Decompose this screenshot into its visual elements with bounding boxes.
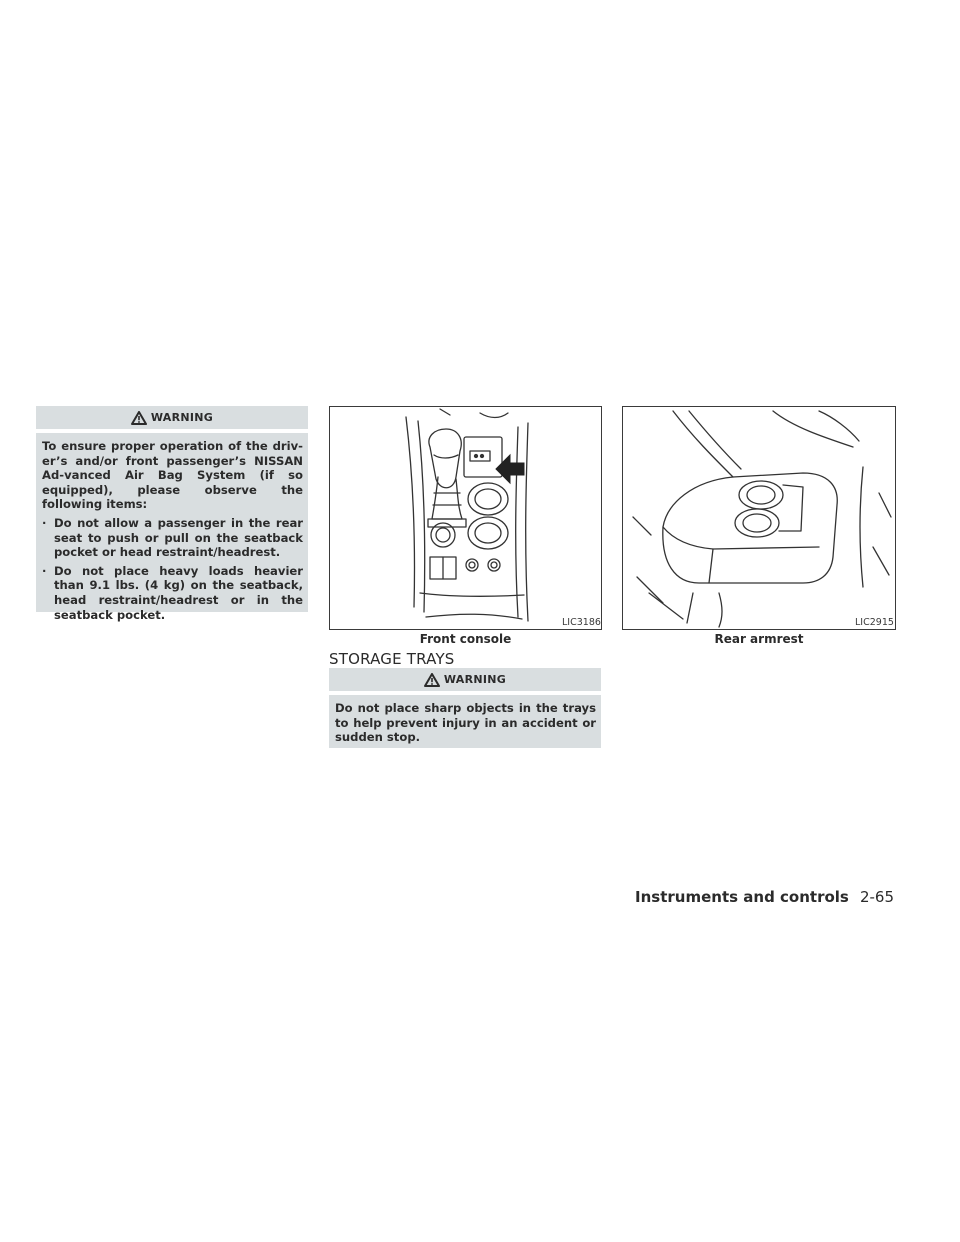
warning-bullet [42, 564, 303, 622]
front-console-illustration [330, 407, 601, 629]
warning-text: Do not place sharp objects in the trays to help prevent injury in an accident or sudden stop. [335, 701, 596, 745]
warning-intro: To ensure proper operation of the driv-er’s and/or front passenger’s NISSAN Ad-vanced Air Bag System (if so equipped), please observe the following items: [42, 439, 303, 512]
warning-heading [329, 668, 601, 691]
warning-triangle-icon [424, 673, 440, 687]
bullet-mark: · [42, 563, 47, 578]
warning-body [329, 695, 601, 753]
warning-body [36, 433, 308, 630]
figure-caption: Front console [419, 632, 512, 646]
figure-code: LIC3186 [562, 617, 601, 628]
warning-heading-text: WARNING [443, 673, 507, 686]
bullet-mark: · [42, 515, 47, 530]
section-title: STORAGE TRAYS [329, 650, 455, 668]
bullet-text: Do not allow a passenger in the rear seat to push or pull on the seatback pocket or head restraint/headrest. [54, 515, 303, 560]
warning-bullet [42, 516, 303, 560]
footer-page-number: 2-65 [859, 888, 894, 906]
bullet-text: Do not place heavy loads heavier than 9.1 lbs. (4 kg) on the seatback, head restraint/headrest or in the seatback pocket. [54, 563, 303, 622]
figure-rear-armrest [622, 406, 896, 630]
figure-code: LIC2915 [855, 617, 894, 628]
pointer-arrow [496, 455, 524, 483]
footer-section-title: Instruments and controls [635, 888, 849, 906]
warning-box-airbag [36, 406, 308, 622]
rear-armrest-illustration [623, 407, 895, 629]
page-footer [600, 887, 894, 906]
warning-heading-text: WARNING [150, 411, 214, 424]
warning-box-storage [329, 668, 601, 748]
warning-triangle-icon [131, 411, 147, 425]
figure-front-console [329, 406, 602, 630]
figure-caption: Rear armrest [714, 632, 804, 646]
warning-heading [36, 406, 308, 429]
